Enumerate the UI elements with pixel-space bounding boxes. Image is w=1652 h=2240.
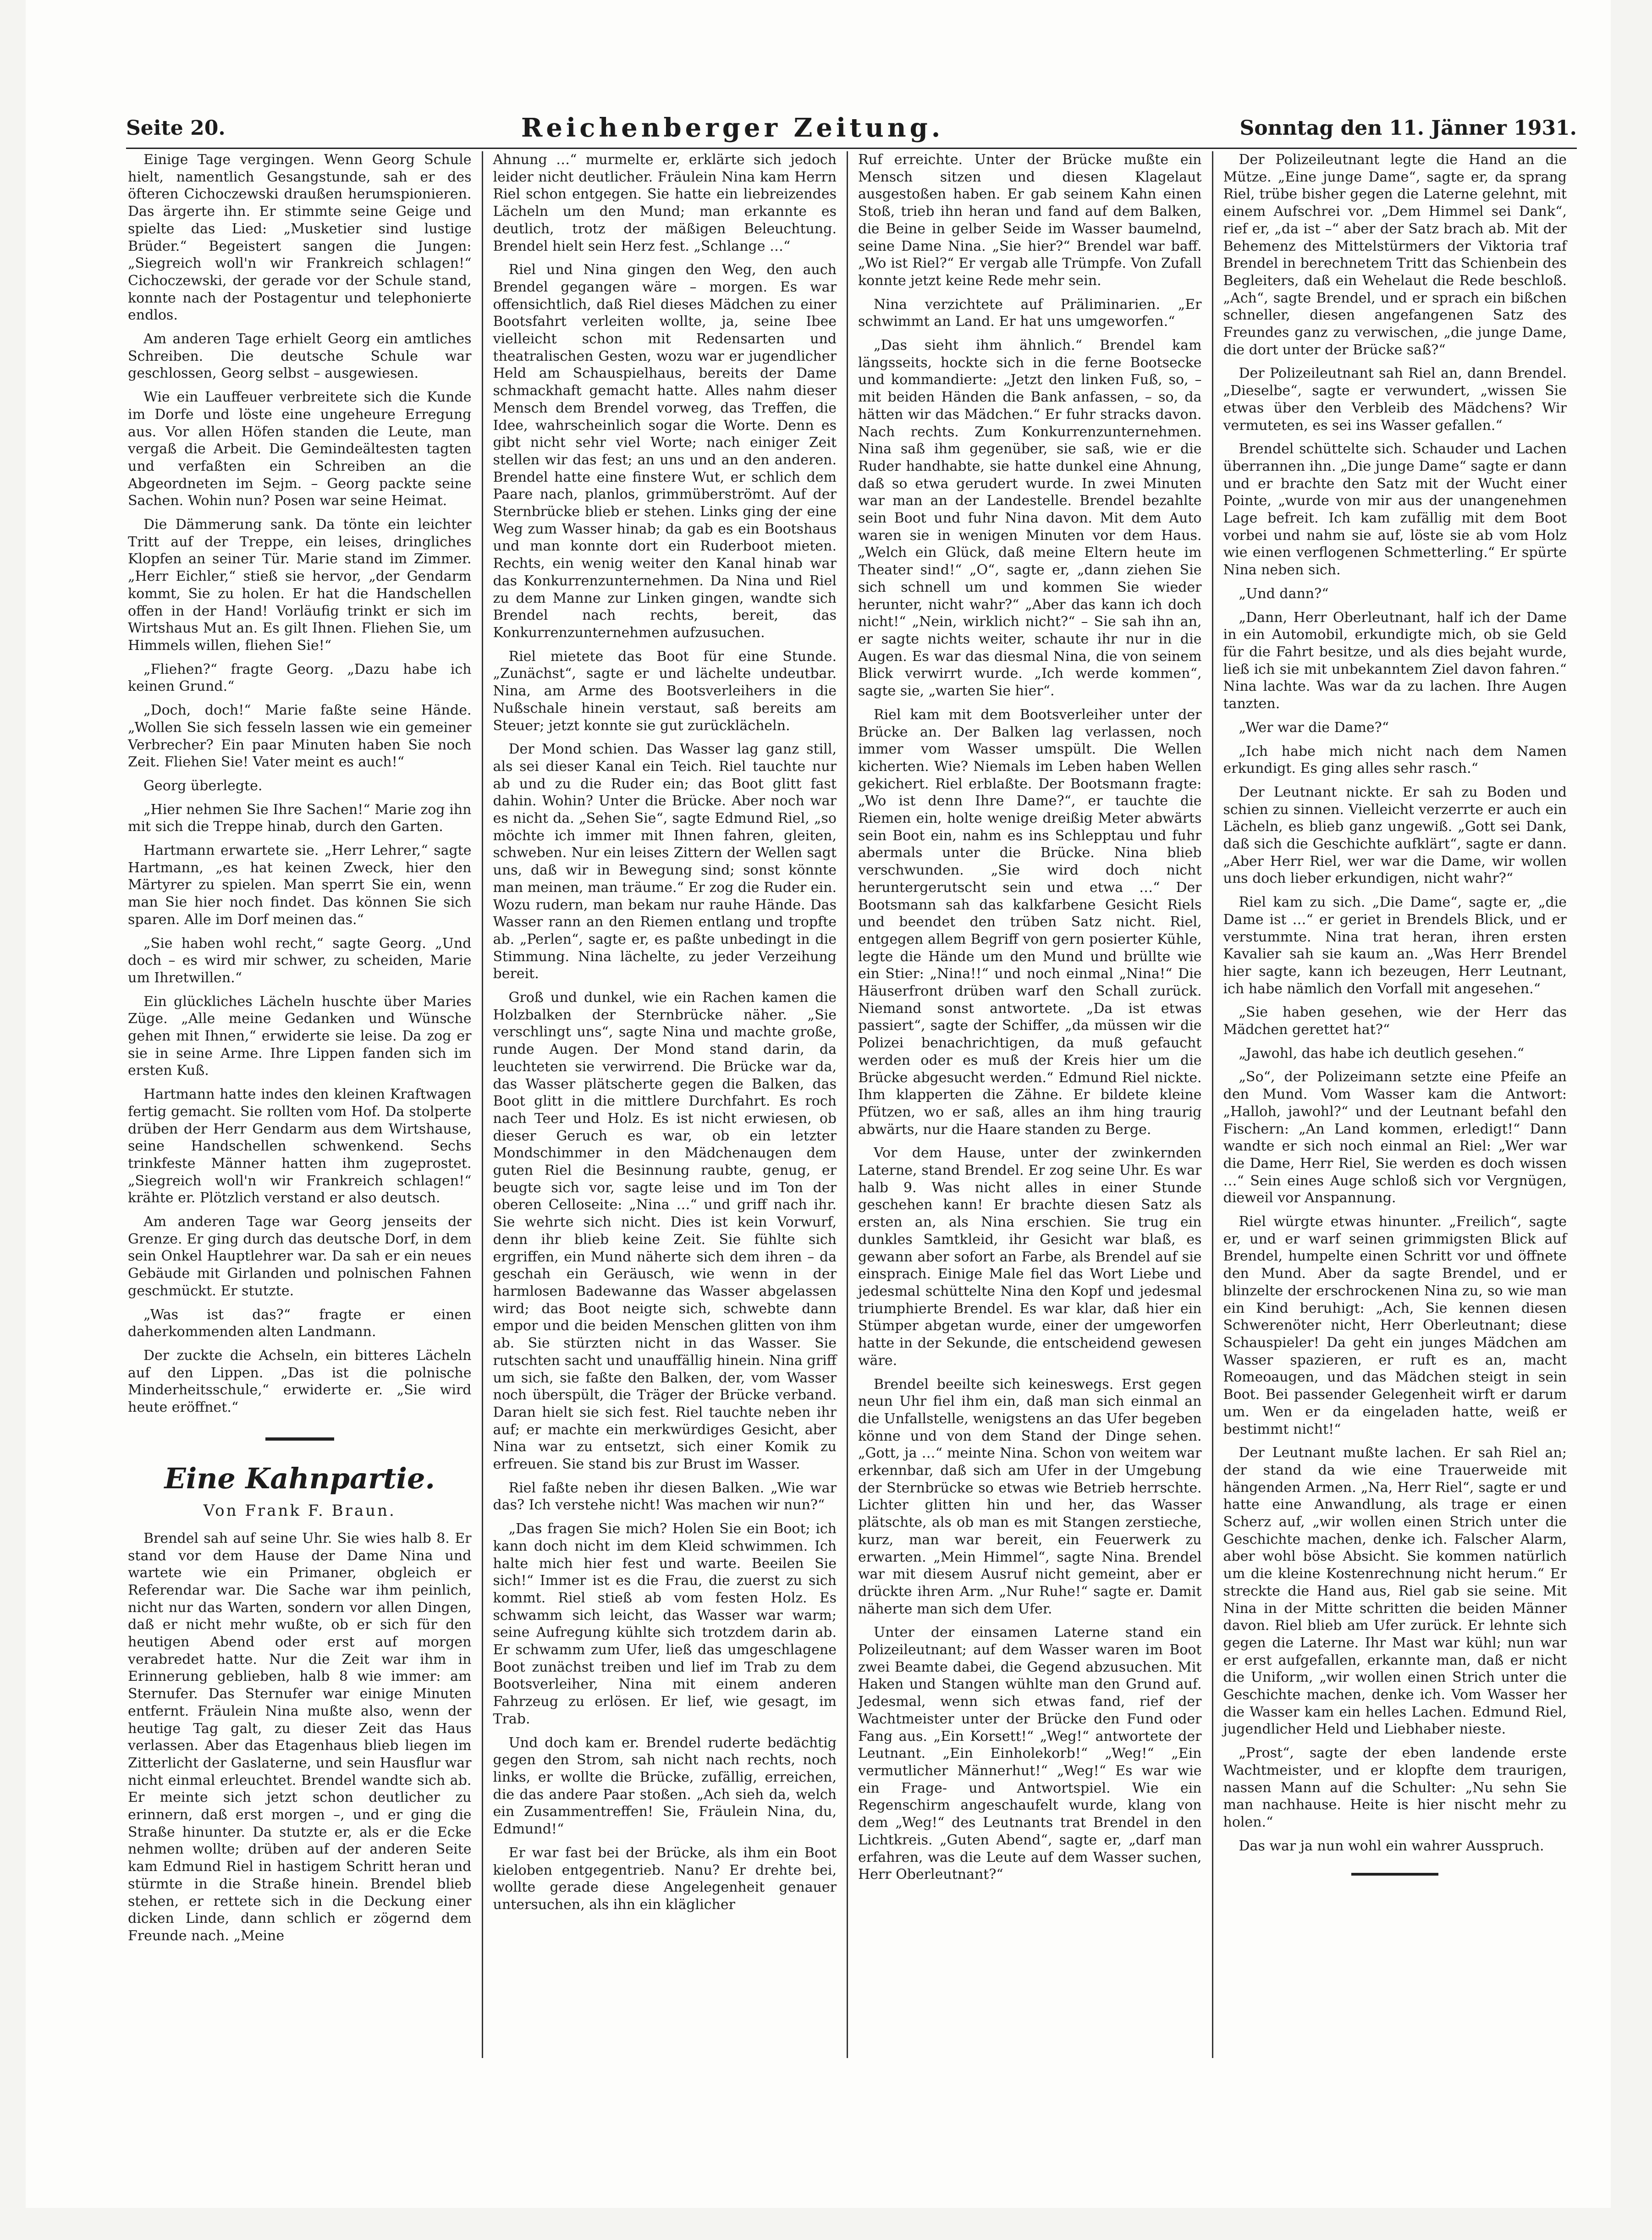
paragraph: Ahnung …“ murmelte er, erklärte sich jedoch leider nicht deutlicher. Fräulein Nina kam Herrn Riel schon entgegen. Sie hatte ein liebreizendes Lächeln um den Mund; man erkannte es deutlich, trotz der mäßigen Beleuchtung. Brendel hielt sein Herz fest. „Schlange …“ (493, 152, 837, 254)
story-title: Eine Kahnpartie. (164, 1461, 435, 1495)
story-byline: Von Frank F. Braun. (203, 1501, 396, 1520)
paragraph: Georg überlegte. (143, 777, 263, 794)
paragraph: „So“, der Polizeimann setzte eine Pfeife an den Mund. Vom Wasser kam die Antwort: „Halloh, jawohl?“ und der Leutnant befahl den Fischern: „An Land kommen, erledigt!“ Dann wandte er sich noch einmal an Riel: „Wer war die Dame, Herr Riel, Sie werden es doch wissen …“ Sein eines Auge schloß sich vor Vergnügen, dieweil vor Anspannung. (1223, 1069, 1567, 1206)
paragraph: Am anderen Tage war Georg jenseits der Grenze. Er ging durch das deutsche Dorf, in dem sein Onkel Hauptlehrer war. Da sah er ein neues Gebäude mit Girlanden und polnischen Fahnen geschmückt. Er stutzte. (128, 1214, 472, 1299)
paragraph: Vor dem Hause, unter der zwinkernden Laterne, stand Brendel. Er zog seine Uhr. Es war halb 9. Was nicht alles in einer Stunde geschehen kann! Er brachte diesen Satz als ersten an, als Nina erschien. Sie trug ein dunkles Samtkleid, ihr Gesicht war blaß, es gewann aber sofort an Farbe, als Brendel auf sie einsprach. Einige Male fiel das Wort Liebe und jedesmal schüttelte Nina den Kopf und jedesmal triumphierte Brendel. Es war klar, daß hier ein Stümper abgetan wurde, einer der umgeworfen hatte in der Sekunde, die entscheidend gewesen wäre. (858, 1145, 1202, 1369)
paragraph: „Doch, doch!“ Marie faßte seine Hände. „Wollen Sie sich fesseln lassen wie ein gemeiner Verbrecher? Ein paar Minuten haben Sie noch Zeit. Fliehen Sie! Vater meint es auch!“ (128, 702, 472, 771)
paragraph: Riel mietete das Boot für eine Stunde. „Zunächst“, sagte er und lächelte undeutbar. Nina, am Arme des Bootsverleihers in die Nußschale hinein verstaut, saß bereits am Steuer; jetzt konnte sie gut zurücklächeln. (493, 648, 837, 734)
paragraph: Ein glückliches Lächeln huschte über Maries Züge. „Alle meine Gedanken und Wünsche gehen mit Ihnen,“ erwiderte sie leise. Da zog er sie in seine Arme. Ihre Lippen fanden sich im ersten Kuß. (128, 993, 472, 1079)
paragraph: „Und dann?“ (1239, 585, 1329, 602)
issue-date: Sonntag den 11. Jänner 1931. (1239, 116, 1577, 140)
column-4 (1212, 151, 1577, 2058)
paragraph: Am anderen Tage erhielt Georg ein amtliches Schreiben. Die deutsche Schule war geschlossen, Georg selbst – ausgewiesen. (128, 331, 472, 382)
paragraph: Brendel schüttelte sich. Schauder und Lachen überrannen ihn. „Die junge Dame“ sagte er dann und er brachte den Satz mit der Wucht einer Pointe, „wurde von mir aus der unangenehmen Lage befreit. Ich kam zufällig mit dem Boot vorbei und nahm sie auf, löste sie ab vom Holz wie einen verflogenen Schmetterling.“ Er spürte Nina neben sich. (1223, 441, 1567, 578)
paragraph: Brendel sah auf seine Uhr. Sie wies halb 8. Er stand vor dem Hause der Dame Nina und wartete wie ein Primaner, obgleich er Referendar war. Die Sache war ihm peinlich, nicht nur das Warten, sondern vor allen Dingen, daß er nicht mehr wußte, ob er sich für den heutigen Abend oder erst auf morgen verabredet hatte. Nur die Zeit war ihm in Erinnerung geblieben, halb 8 wie immer: am Sternufer. Das Sternufer war einige Minuten entfernt. Fräulein Nina mußte also, wenn der heutige Tag galt, zu dieser Zeit das Haus verlassen. Aber das Etagenhaus blieb liegen im Zitterlicht der Gaslaterne, und sein Hausflur war nicht einmal erleuchtet. Brendel wandte sich ab. Er meinte sich jetzt schon deutlicher zu erinnern, daß erst morgen –, und er ging die Straße hinunter. Da stutzte er, als er die Ecke nehmen wollte; drüben auf der anderen Seite kam Edmund Riel in hastigem Schritt heran und stürmte in die Straße hinein. Brendel blieb stehen, er rettete sich in die Deckung einer dicken Linde, dann schlich er zögernd dem Freunde nach. „Meine (128, 1530, 472, 1944)
paragraph: Und doch kam er. Brendel ruderte bedächtig gegen den Strom, sah nicht nach rechts, noch links, er wollte die Brücke, zufällig, erreichen, die das andere Paar stoßen. „Ach sieh da, welch ein Zusammentreffen! Sie, Fräulein Nina, du, Edmund!“ (493, 1734, 837, 1838)
paragraph: „Das fragen Sie mich? Holen Sie ein Boot; ich kann doch nicht im dem Kleid schwimmen. Ich halte mich hier fest und warte. Beeilen Sie sich!“ Immer ist es die Frau, die zuerst zu sich kommt. Riel stieß ab vom festen Holz. Es schwamm sich leicht, das Wasser war warm; seine Aufregung kühlte sich trotzdem darin ab. Er schwamm zum Ufer, ließ das umgeschlagene Boot zunächst treiben und lief im Trab zu dem Bootsverleiher, Nina mit einem anderen Fahrzeug zu erlösen. Er lief, wie gesagt, im Trab. (493, 1521, 837, 1727)
paragraph: Hartmann hatte indes den kleinen Kraftwagen fertig gemacht. Sie rollten vom Hof. Da stolperte drüben der Herr Gendarm aus dem Wirtshause, seine Handschellen schwenkend. Sechs trinkfeste Männer hatten ihm zugeprostet. „Siegreich woll'n wir Frankreich schlagen!“ krähte er. Plötzlich verstand er also deutsch. (128, 1086, 472, 1206)
column-1 (126, 151, 482, 2058)
header-rule (126, 148, 1577, 149)
paragraph: Der Leutnant nickte. Er sah zu Boden und schien zu sinnen. Vielleicht verzerrte er auch ein Lächeln, es blieb ganz ungewiß. „Gott sei Dank, daß sich die Geschichte aufklärt“, sagte er dann. „Aber Herr Riel, wer war die Dame, wir wollen uns doch lieber erkundigen, nicht wahr?“ (1223, 784, 1567, 887)
page-number: Seite 20. (126, 116, 226, 140)
paragraph: Unter der einsamen Laterne stand ein Polizeileutnant; auf dem Wasser waren im Boot zwei Beamte dabei, die Gegend abzusuchen. Mit Haken und Stangen wühlte man den Grund auf. Jedesmal, wenn sich etwas fand, rief der Wachtmeister unter der Brücke den Fund oder Fang aus. „Ein Korsett!“ „Weg!“ antwortete der Leutnant. „Ein Einholekorb!“ „Weg!“ „Ein vermutlicher Männerhut!“ „Weg!“ Es war wie ein Frage- und Antwortspiel. Wie ein Regenschirm angeschaufelt wurde, klang von dem „Weg!“ des Leutnants trat Brendel in den Lichtkreis. „Guten Abend“, sagte er, „darf man erfahren, was die Leute auf dem Wasser suchen, Herr Oberleutnant?“ (858, 1624, 1202, 1883)
paragraph: Brendel beeilte sich keineswegs. Erst gegen neun Uhr fiel ihm ein, daß man sich einmal an die Unfallstelle, wenigstens an das Ufer begeben könne und von dem Stand der Dinge sehen. „Gott, ja …“ meinte Nina. Schon von weitem war erkennbar, daß sich am Ufer in der Umgebung der Sternbrücke so etwas wie Betrieb herrschte. Lichter glitten hin und her, das Wasser plätschte, als ob man es mit Stangen zerstieche, kurz, man war bereit, ein Feuerwerk zu erwarten. „Mein Himmel“, sagte Nina. Brendel war mit diesem Ausruf nicht gemeint, aber er drückte ihren Arm. „Nur Ruhe!“ sagte er. Damit näherte man sich dem Ufer. (858, 1376, 1202, 1617)
paragraph: Groß und dunkel, wie ein Rachen kamen die Holzbalken der Sternbrücke näher. „Sie verschlingt uns“, sagte Nina und machte große, runde Augen. Der Mond stand darin, da leuchteten sie verwirrend. Die Brücke war da, das Wasser plätscherte gegen die Balken, das Boot glitt in die mittlere Durchfahrt. Es roch nach Teer und Holz. Es ist nicht erwiesen, ob dieser Geruch es war, ob ein letzter Mondschimmer in den Mädchenaugen dem guten Riel die Besinnung raubte, genug, er beugte sich vor, sagte leise und im Ton der oberen Celloseite: „Nina …“ und griff nach ihr. Sie wehrte sich nicht. Dies ist kein Vorwurf, denn ihr blieb keine Zeit. Sie fühlte sich ergriffen, ein Mund näherte sich dem ihren – da geschah ein Geräusch, wie wenn in der harmlosen Badewanne das Wasser abgelassen wird; das Boot neigte sich, schwebte dann empor und die beiden Menschen glitten von ihm ab. Sie stürzten nicht in das Wasser. Sie rutschten sacht und unauffällig hinein. Nina griff um sich, sie faßte den Balken, der, vom Wasser noch überspült, die Träger der Brücke verband. Daran hielt sie sich fest. Riel tauchte neben ihr auf; er machte ein merkwürdiges Gesicht, aber Nina war zu entsetzt, sich einer Komik zu erfreuen. Sie stand bis zur Brust im Wasser. (493, 990, 837, 1473)
paragraph: Ruf erreichte. Unter der Brücke mußte ein Mensch sitzen und diesen Klagelaut ausgestoßen haben. Er gab seinem Kahn einen Stoß, trieb ihn heran und fand auf dem Balken, die Beine in gelber Seide im Wasser baumelnd, seine Dame Nina. „Sie hier?“ Brendel war baff. „Wo ist Riel?“ Er vergab alle Trümpfe. Von Zufall konnte jetzt keine Rede mehr sein. (858, 152, 1202, 289)
paragraph: „Prost“, sagte der eben landende erste Wachtmeister, und er klopfte dem traurigen, nassen Mann auf die Schulter: „Nu sehn Sie man nachhause. Heite is hier nischt mehr zu holen.“ (1223, 1745, 1567, 1830)
page-header (126, 114, 1577, 142)
paragraph: „Ich habe mich nicht nach dem Namen erkundigt. Es ging alles sehr rasch.“ (1223, 743, 1567, 777)
article-columns (126, 151, 1577, 2058)
column-3 (847, 151, 1212, 2058)
paragraph: „Dann, Herr Oberleutnant, half ich der Dame in ein Automobil, erkundigte mich, ob sie Geld für die Fahrt besitze, und als dies bejaht wurde, ließ ich sie mit unbekanntem Ziel davon fahren.“ Nina lachte. Was war da zu lachen. Ihre Augen tanzten. (1223, 609, 1567, 712)
paragraph: „Sie haben gesehen, wie der Herr das Mädchen gerettet hat?“ (1223, 1004, 1567, 1038)
column-2 (482, 151, 847, 2058)
paragraph: „Hier nehmen Sie Ihre Sachen!“ Marie zog ihn mit sich die Treppe hinab, durch den Garten. (128, 801, 472, 835)
paragraph: Der Polizeileutnant sah Riel an, dann Brendel. „Dieselbe“, sagte er verwundert, „wissen Sie etwas über den Verbleib des Mädchens? Wir vermuteten, es sei ins Wasser gefallen.“ (1223, 365, 1567, 434)
paragraph: „Jawohl, das habe ich deutlich gesehen.“ (1239, 1045, 1525, 1062)
paragraph: Riel kam mit dem Bootsverleiher unter der Brücke an. Der Balken lag verlassen, noch immer vom Wasser umspült. Die Wellen kicherten. Wie? Niemals im Leben haben Wellen gekichert. Riel erblaßte. Der Bootsmann fragte: „Wo ist denn Ihre Dame?“, er tauchte die Riemen ein, holte wenige dreißig Meter abwärts sein Boot ein, nahm es ins Schlepptau und fuhr abermals unter die Brücke. Nina blieb verschwunden. „Sie wird doch nicht heruntergerutscht sein und etwa …“ Der Bootsmann sah das kalkfarbene Gesicht Riels und beendet den trüben Satz nicht. Riel, entgegen allem Begriff von gern posierter Kühle, legte die Hände um den Mund und brüllte wie ein Stier: „Nina!!“ und noch einmal „Nina!“ Die Häuserfront drüben warf den Schall zurück. Niemand sonst antwortete. „Da ist etwas passiert“, sagte der Schiffer, „da müssen wir die Polizei benachrichtigen, da muß gefaucht werden oder es muß der Kreis hier um die Brücke abgesucht werden.“ Edmund Riel nickte. Ihm klapperten die Zähne. Er bildete kleine Pfützen, wo er saß, alles an ihm hing traurig abwärts, nur die Haare standen zu Berge. (858, 706, 1202, 1138)
paragraph: Wie ein Lauffeuer verbreitete sich die Kunde im Dorfe und löste eine ungeheure Erregung aus. Vor allen Höfen standen die Leute, man vergaß die Arbeit. Die Gemindeältesten tagten und verfaßten ein Schreiben an die Abgeordneten im Sejm. – Georg packte seine Sachen. Wohin nun? Posen war seine Heimat. (128, 389, 472, 509)
end-rule (1351, 1873, 1438, 1876)
paragraph: Der zuckte die Achseln, ein bitteres Lächeln auf den Lippen. „Das ist die polnische Minderheitsschule,“ erwiderte er. „Sie wird heute eröffnet.“ (128, 1348, 472, 1416)
paragraph: Riel würgte etwas hinunter. „Freilich“, sagte er, und er warf seinen grimmigsten Blick auf Brendel, humpelte einen Schritt vor und öffnete den Mund. Aber da sagte Brendel, und er blinzelte der erschrockenen Nina zu, so wie man ein Kind beruhigt: „Ach, Sie kennen diesen Schwerenöter nicht, Herr Oberleutnant; diese Schauspieler! Da geht ein junges Mädchen am Wasser spazieren, er ruft es an, macht Romeoaugen, und das Mädchen steigt in sein Boot. Bei passender Gelegenheit wirft er darum um. Wen er da eingeladen hatte, weiß er bestimmt nicht!“ (1223, 1214, 1567, 1437)
paragraph: Hartmann erwartete sie. „Herr Lehrer,“ sagte Hartmann, „es hat keinen Zweck, hier den Märtyrer zu spielen. Man sperrt Sie ein, wenn man Sie hier noch findet. Das können Sie sich sparen. Alle im Dorf meinen das.“ (128, 842, 472, 928)
paragraph: Einige Tage vergingen. Wenn Georg Schule hielt, namentlich Gesangstunde, sah er des öfteren Cichoczewski draußen herumspionieren. Das ärgerte ihn. Er stimmte seine Geige und spielte das Lied: „Musketier sind lustige Brüder.“ Begeistert sangen die Jungen: „Siegreich woll'n wir Frankreich schlagen!“ Cichoczewski, der gerade vor der Schule stand, konnte nach der Postagentur und telephonierte endlos. (128, 152, 472, 324)
paragraph: „Das sieht ihm ähnlich.“ Brendel kam längsseits, hockte sich in die ferne Bootsecke und kommandierte: „Jetzt den linken Fuß, so, – mit beiden Händen die Bank anfassen, – so, da hätten wir das Mädchen.“ Er fuhr stracks davon. Nach rechts. Zum Konkurrenzunternehmen. Nina saß ihm gegenüber, sie saß, wie er die Ruder handhabte, sie hatte dunkel eine Ahnung, daß so etwa gerudert wurde. In zwei Minuten war man an der Landestelle. Brendel bezahlte sein Boot und fuhr Nina davon. Mit dem Auto waren sie in wenigen Minuten vor dem Haus. „Welch ein Glück, daß meine Eltern heute im Theater sind!“ „O“, sagte er, „dann ziehen Sie sich schnell um und kommen Sie wieder herunter, nicht wahr?“ „Aber das kann ich doch nicht!“ „Nein, wirklich nicht?“ – Sie sah ihn an, er sagte nichts weiter, schaute ihr nur in die Augen. Es war das diesmal Nina, die von seinem Blick verwirrt wurde. „Ich werde kommen“, sagte sie, „warten Sie hier“. (858, 337, 1202, 699)
paragraph: Riel kam zu sich. „Die Dame“, sagte er, „die Dame ist …“ er geriet in Brendels Blick, und er verstummte. Nina trat heran, ihren ersten Kavalier sah sie kaum an. „Was Herr Brendel hier sagte, kann ich bezeugen, Herr Leutnant, ich habe nämlich den Vorfall mit angesehen.“ (1223, 894, 1567, 997)
paragraph: Riel und Nina gingen den Weg, den auch Brendel gegangen wäre – morgen. Es war offensichtlich, daß Riel dieses Mädchen zu einer Bootsfahrt verleiten wollte, ja, seine Ibee vielleicht schon mit Redensarten und theatralischen Gesten, wozu war er jugendlicher Held am Schauspielhaus, bereits der Dame schmackhaft gemacht hatte. Alles nahm dieser Mensch dem Brendel vorweg, das Treffen, die Idee, wahrscheinlich sogar die Worte. Denn es gibt nicht sehr viel Worte; nach einiger Zeit stellen wir das fest; an uns und an den anderen. Brendel hatte eine finstere Wut, er schlich dem Paare nach, planlos, grimmüberströmt. Auf der Sternbrücke blieb er stehen. Links ging der eine Weg zum Wasser hinab; da gab es ein Bootshaus und man konnte dort ein Ruderboot mieten. Rechts, ein wenig weiter den Kanal hinab war das Konkurrenzunternehmen. Da Nina und Riel zu dem Manne zur Linken gingen, wandte sich Brendel nach rechts, bereit, das Konkurrenzunternehmen aufzusuchen. (493, 262, 837, 641)
paragraph: Der Leutnant mußte lachen. Er sah Riel an; der stand da wie eine Trauerweide mit hängenden Armen. „Na, Herr Riel“, sagte er und hatte eine Anwandlung, als trage er einen Scherz auf, „wir wollen einen Strich unter die Geschichte machen, denke ich. Falscher Alarm, aber wohl böse Absicht. Sie kommen natürlich um die kleine Kostenrechnung nicht herum.“ Er streckte die Hand aus, Riel gab sie seine. Mit Nina in der Mitte schritten die beiden Männer davon. Riel blieb am Ufer zurück. Er lehnte sich gegen die Laterne. Ihr Mast war kühl; nun war er erst aufgefallen, erkannte man, daß er nicht die Uniform, „wir wollen einen Strich unter die Geschichte machen, denke ich. Vom Wasser her die Wasser kam ein helles Lachen. Edmund Riel, jugendlicher Held und Liebhaber nieste. (1223, 1445, 1567, 1738)
paragraph: „Sie haben wohl recht,“ sagte Georg. „Und doch – es wird mir schwer, zu scheiden, Marie um Ihretwillen.“ (128, 935, 472, 986)
paragraph: Der Polizeileutnant legte die Hand an die Mütze. „Eine junge Dame“, sagte er, da sprang Riel, trübe bisher gegen die Laterne gelehnt, mit einem Aufschrei vor. „Dem Himmel sei Dank“, rief er, „da ist –“ aber der Satz brach ab. Mit der Behemenz des Mittelstürmers der Viktoria traf Brendel in berechnetem Tritt das Schienbein des Begleiters, daß ein Wehelaut die Rede beschloß. „Ach“, sagte Brendel, und er sprach ein bißchen schneller, diesen angefangenen Satz des Freundes ganz zu verwischen, „die junge Dame, die dort unter der Brücke saß?“ (1223, 152, 1567, 358)
section-divider (265, 1437, 334, 1441)
paragraph: Der Mond schien. Das Wasser lag ganz still, als sei dieser Kanal ein Teich. Riel tauchte nur ab und zu die Ruder ein; das Boot glitt fast dahin. Wohin? Unter die Brücke. Aber noch war es nicht da. „Sehen Sie“, sagte Edmund Riel, „so möchte ich immer mit Ihnen fahren, gleiten, schweben. Nur ein leises Zittern der Wellen sagt uns, daß wir in Bewegung sind; sonst könnte man meinen, man träume.“ Er zog die Ruder ein. Wozu rudern, man bekam nur rauhe Hände. Das Wasser rann an den Riemen entlang und tropfte ab. „Perlen“, sagte er, es paßte unbedingt in die Stimmung. Nina lächelte, zu jeder Verzeihung bereit. (493, 741, 837, 982)
paragraph: Er war fast bei der Brücke, als ihm ein Boot kieloben entgegentrieb. Nanu? Er drehte bei, wollte gerade diese Angelegenheit genauer untersuchen, als ihn ein kläglicher (493, 1844, 837, 1913)
paragraph: „Wer war die Dame?“ (1239, 719, 1389, 736)
paragraph: Riel faßte neben ihr diesen Balken. „Wie war das? Ich verstehe nicht! Was machen wir nun?“ (493, 1480, 837, 1514)
paragraph: „Fliehen?“ fragte Georg. „Dazu habe ich keinen Grund.“ (128, 661, 472, 695)
masthead: Reichenberger Zeitung. (521, 113, 944, 143)
paragraph: „Was ist das?“ fragte er einen daherkommenden alten Landmann. (128, 1306, 472, 1340)
paragraph: Die Dämmerung sank. Da tönte ein leichter Tritt auf der Treppe, ein leises, dringliches Klopfen an seiner Tür. Marie stand im Zimmer. „Herr Eichler,“ stieß sie hervor, „der Gendarm kommt, Sie zu holen. Er hat die Handschellen offen in der Hand! Vorläufig trinkt er sich im Wirtshaus Mut an. Es gilt Ihnen. Fliehen Sie, um Himmels willen, fliehen Sie!“ (128, 517, 472, 654)
paragraph: Nina verzichtete auf Präliminarien. „Er schwimmt an Land. Er hat uns umgeworfen.“ (858, 296, 1202, 330)
paragraph: Das war ja nun wohl ein wahrer Ausspruch. (1239, 1838, 1544, 1854)
